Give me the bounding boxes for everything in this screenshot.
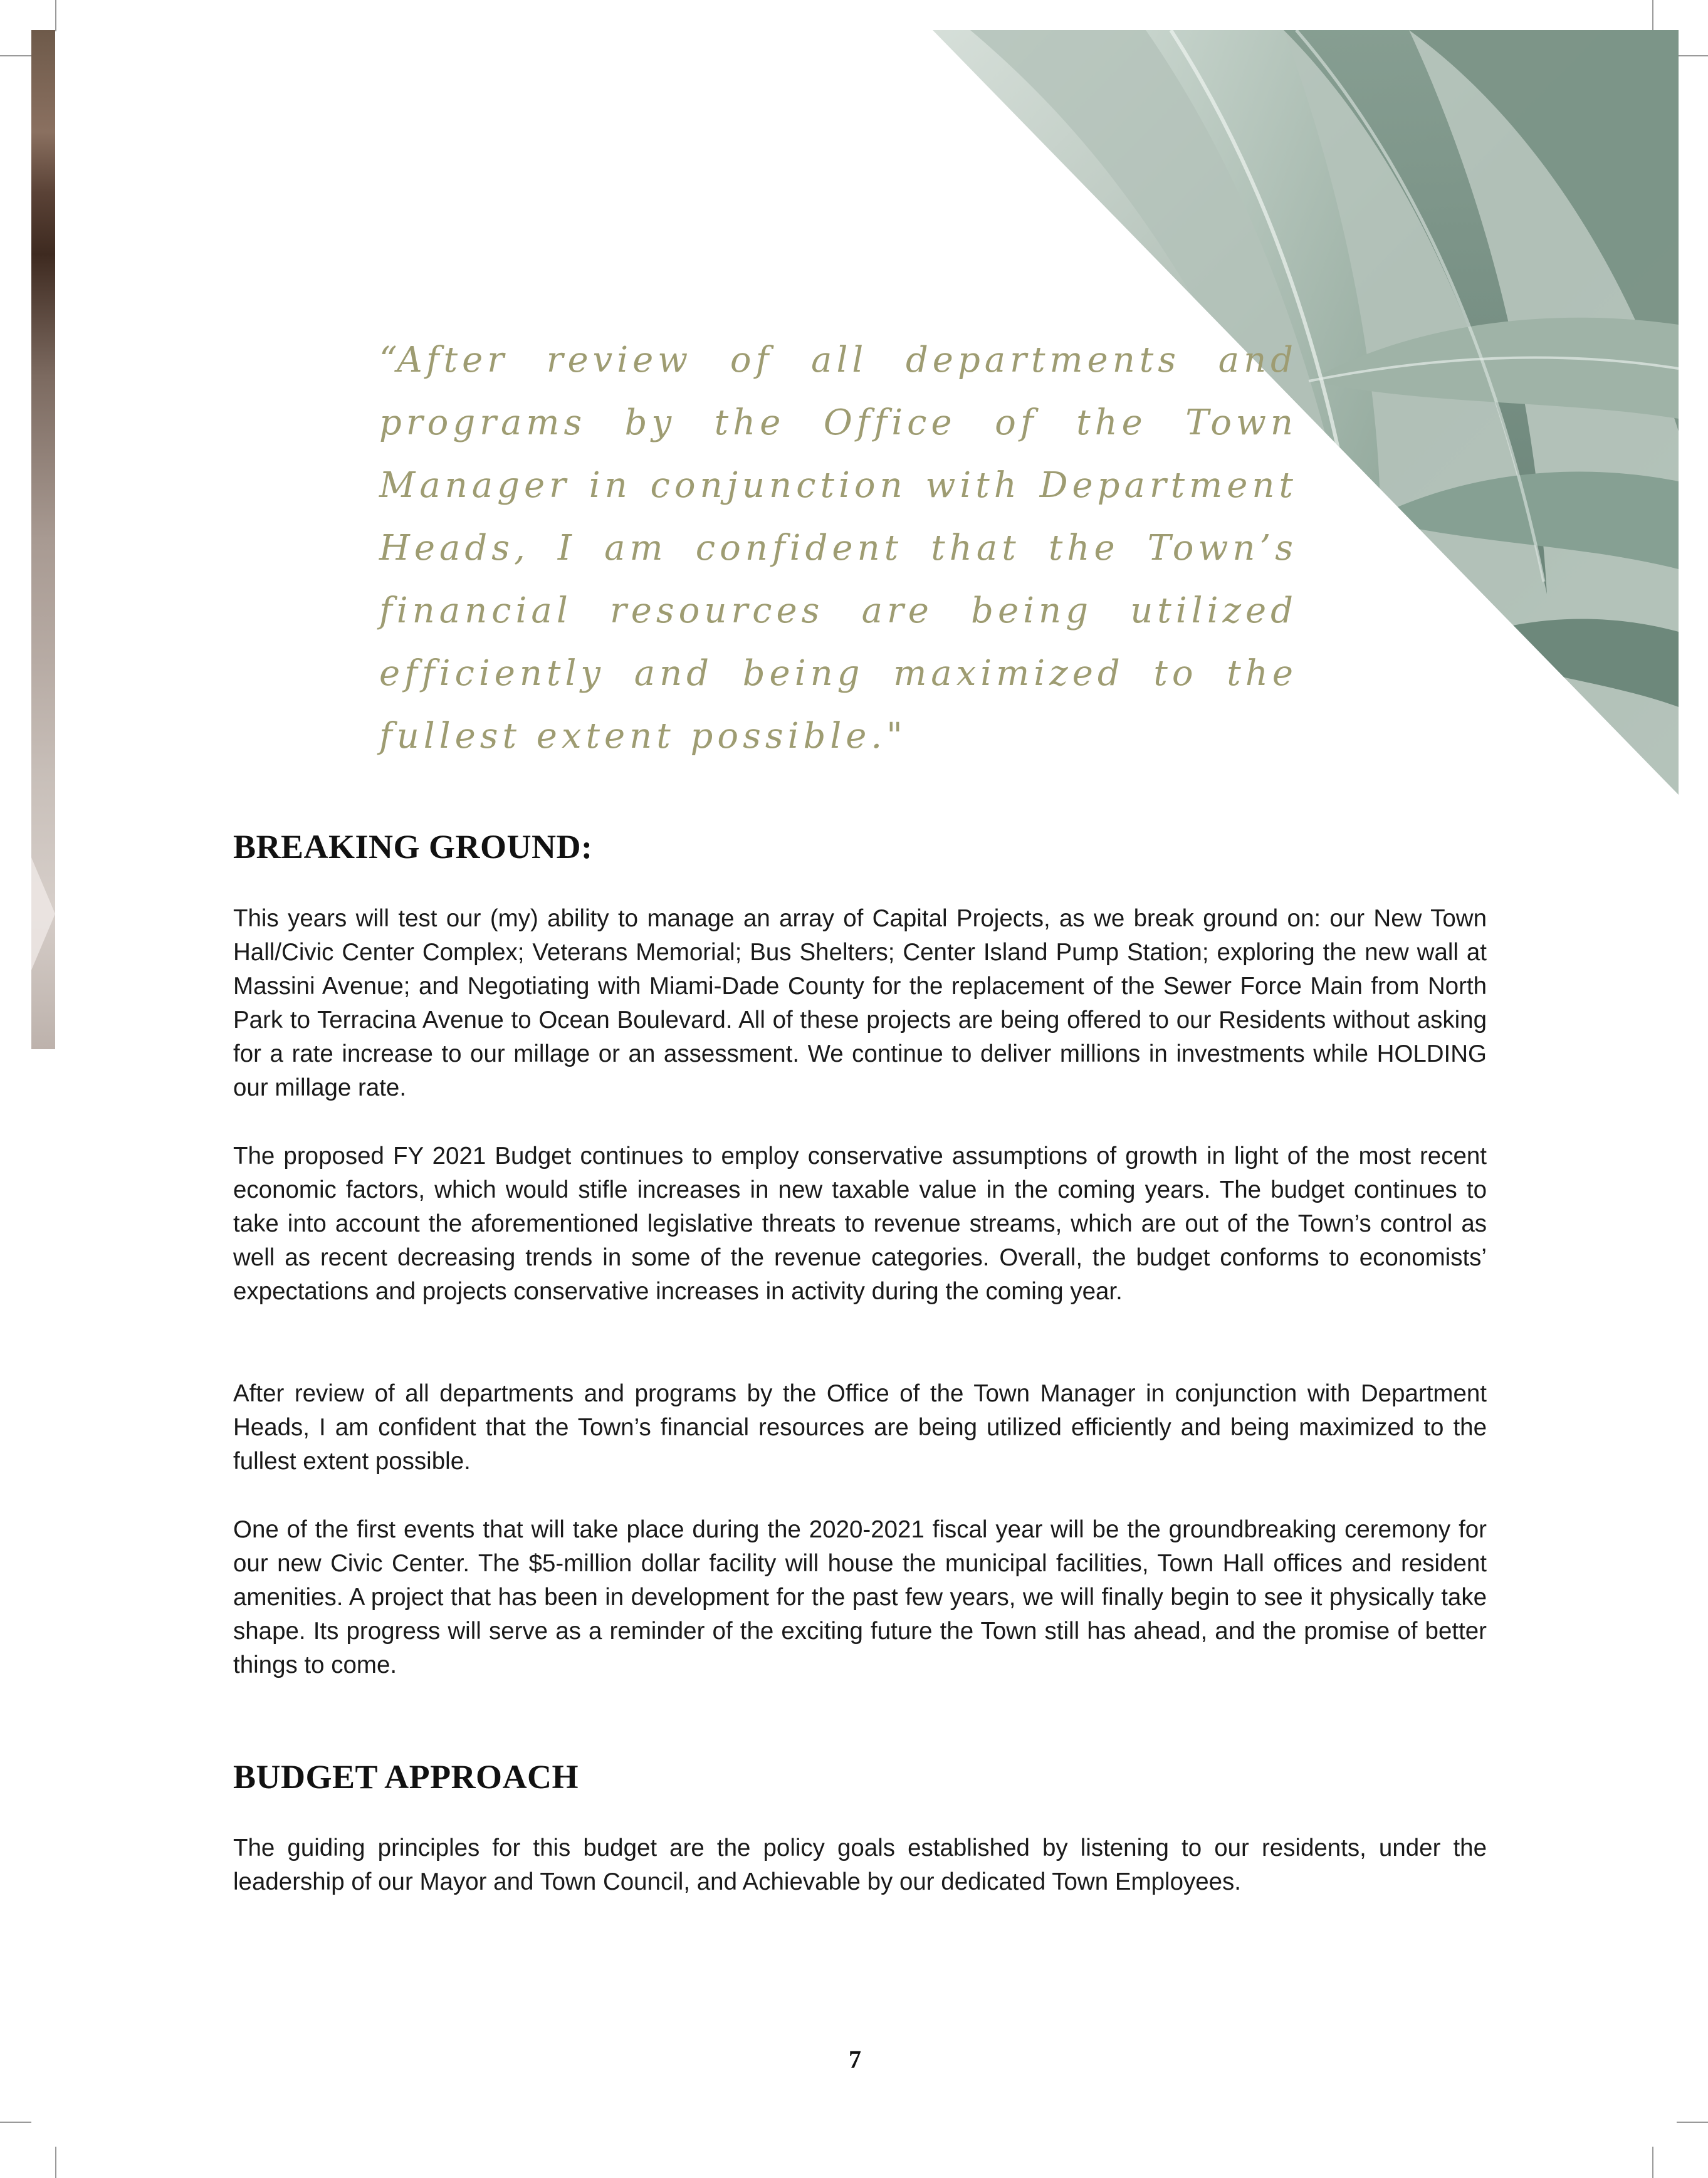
page-number: 7 bbox=[849, 2045, 861, 2073]
paragraph-capital-projects: This years will test our (my) ability to manage an array of Capital Projects, as we break ground on: our New Town Hall/Civic Center Complex; Veterans Memorial; Bus Shelters; Center Island Pump Station; exploring the new wall at Massini Avenue; and Negotiating with Miami-Dade County for the replacement of the Sewer Force Main from North Park to Terracina Avenue to Ocean Boulevard. All of these projects are being offered to our Residents without asking for a rate increase to our millage or an assessment. We continue to deliver millions in investments while HOLDING our millage rate. bbox=[233, 905, 1487, 1101]
pull-quote: “After review of all departments and programs by the Office of the Town Manager in conjunction with Department Heads, I am confident that the Town’s financial resources are being utilized efficiently and being maximized to the fullest extent possible." bbox=[379, 340, 1297, 757]
paragraph-guiding-principles: The guiding principles for this budget are the policy goals established by listening to our residents, under the leadership of our Mayor and Town Council, and Achievable by our dedicated Town Employees. bbox=[233, 1835, 1487, 1895]
paragraph-fy2021-budget: The proposed FY 2021 Budget continues to employ conservative assumptions of growth in light of the most recent economic factors, which would stifle increases in new taxable value in the coming years. The budget continues to take into account the aforementioned legislative threats to revenue streams, which are out of the Town’s control as well as recent decreasing trends in some of the revenue categories. Overall, the budget conforms to economists’ expectations and projects conservative increases in activity during the coming year. bbox=[233, 1143, 1487, 1305]
crop-mark-top-left-v bbox=[55, 0, 56, 31]
crop-mark-top-left-h bbox=[0, 55, 31, 56]
crop-mark-bottom-left-h bbox=[0, 2122, 31, 2123]
crop-mark-top-right-h bbox=[1677, 55, 1708, 56]
heading-budget-approach: BUDGET APPROACH bbox=[233, 1758, 579, 1796]
crop-mark-bottom-right-h bbox=[1677, 2122, 1708, 2123]
left-photo-strip bbox=[31, 30, 55, 1049]
left-strip-highlight bbox=[31, 857, 55, 970]
crop-mark-bottom-right-v bbox=[1652, 2147, 1653, 2178]
paragraph-review-departments: After review of all departments and programs by the Office of the Town Manager in conjunction with Department Heads, I am confident that the Town’s financial resources are being utilized efficiently and being maximized to the fullest extent possible. bbox=[233, 1380, 1487, 1475]
heading-breaking-ground: BREAKING GROUND: bbox=[233, 828, 593, 866]
crop-mark-top-right-v bbox=[1652, 0, 1653, 31]
paragraph-groundbreaking: One of the first events that will take place during the 2020-2021 fiscal year will be the groundbreaking ceremony for our new Civic Center. The $5-million dollar facility will house the municipal facilities, Town Hall offices and resident amenities. A project that has been in development for the past few years, we will finally begin to see it physically take shape. Its progress will serve as a reminder of the exciting future the Town still has ahead, and the promise of better things to come. bbox=[233, 1516, 1487, 1678]
crop-mark-bottom-left-v bbox=[55, 2147, 56, 2178]
